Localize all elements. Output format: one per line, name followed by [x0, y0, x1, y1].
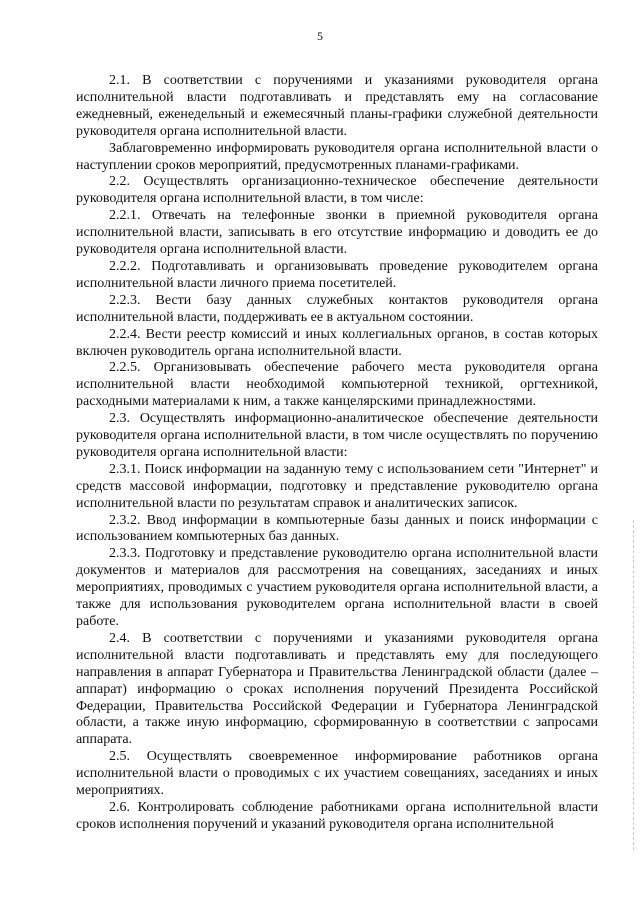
paragraph-2-5: 2.5. Осуществлять своевременное информирование работников органа исполнительной власти о проводимых с их участием совещаниях, заседаниях и иных мероприятиях.	[76, 749, 598, 799]
paragraph-2-3-2: 2.3.2. Ввод информации в компьютерные базы данных и поиск информации с использованием компьютерных баз данных.	[76, 512, 598, 545]
paragraph-2-6: 2.6. Контролировать соблюдение работниками органа исполнительной власти сроков исполнения поручений и указаний руководителя органа исполнительной	[76, 799, 598, 832]
paragraph-advance-notice: Заблаговременно информировать руководителя органа исполнительной власти о наступлении сроков мероприятий, предусмотренных планами-графиками.	[76, 140, 598, 173]
paragraph-2-2-2: 2.2.2. Подготавливать и организовывать проведение руководителем органа исполнительной власти личного приема посетителей.	[76, 258, 598, 291]
paragraph-2-3: 2.3. Осуществлять информационно-аналитическое обеспечение деятельности руководителя органа исполнительной власти, в том числе осуществлять по поручению руководителя органа исполнительной власти:	[76, 411, 598, 460]
paragraph-2-2-4: 2.2.4. Вести реестр комиссий и иных коллегиальных органов, в состав которых включен руководитель органа исполнительной власти.	[76, 326, 598, 359]
paragraph-2-2-1: 2.2.1. Отвечать на телефонные звонки в приемной руководителя органа исполнительной власти, записывать в его отсутствие информацию и доводить ее до руководителя органа исполнительной власти.	[76, 208, 598, 258]
paragraph-2-3-3: 2.3.3. Подготовку и представление руководителю органа исполнительной власти документов и материалов для рассмотрения на совещаниях, заседаниях и иных мероприятиях, проводимых с участием руководителя органа исполнительной власти, а также для использования руководителем органа исполнительной власти в своей работе.	[76, 546, 598, 629]
document-body	[76, 73, 598, 834]
paragraph-2-2-3: 2.2.3. Вести базу данных служебных контактов руководителя органа исполнительной власти, поддерживать ее в актуальном состоянии.	[76, 292, 598, 325]
paragraph-2-2: 2.2. Осуществлять организационно-техническое обеспечение деятельности руководителя органа исполнительной власти, в том числе:	[76, 174, 598, 207]
paragraph-2-4: 2.4. В соответствии с поручениями и указаниями руководителя органа исполнительной власти подготавливать и представлять ему для последующего направления в аппарат Губернатора и Правительства Ленинградской области (далее – аппарат) информацию о сроках исполнения поручений Президента Российской Федерации, Правительства Российской Федерации и Губернатора Ленинградской области, а также иную информацию, сформированную в соответствии с запросами аппарата.	[76, 630, 598, 748]
scan-edge-artifact	[631, 520, 634, 850]
paragraph-2-3-1: 2.3.1. Поиск информации на заданную тему с использованием сети "Интернет" и средств массовой информации, подготовку и представление руководителю органа исполнительной власти по результатам справок и аналитических записок.	[76, 461, 598, 511]
paragraph-2-2-5: 2.2.5. Организовывать обеспечение рабочего места руководителя органа исполнительной власти необходимой компьютерной техникой, оргтехникой, расходными материалами к ним, а также канцелярскими принадлежностями.	[76, 360, 598, 410]
page-number: 5	[317, 29, 323, 43]
paragraph-2-1: 2.1. В соответствии с поручениями и указаниями руководителя органа исполнительной власти подготавливать и представлять ему на согласование ежедневный, еженедельный и ежемесячный планы-графики служебной деятельности руководителя органа исполнительной власти.	[76, 73, 598, 139]
